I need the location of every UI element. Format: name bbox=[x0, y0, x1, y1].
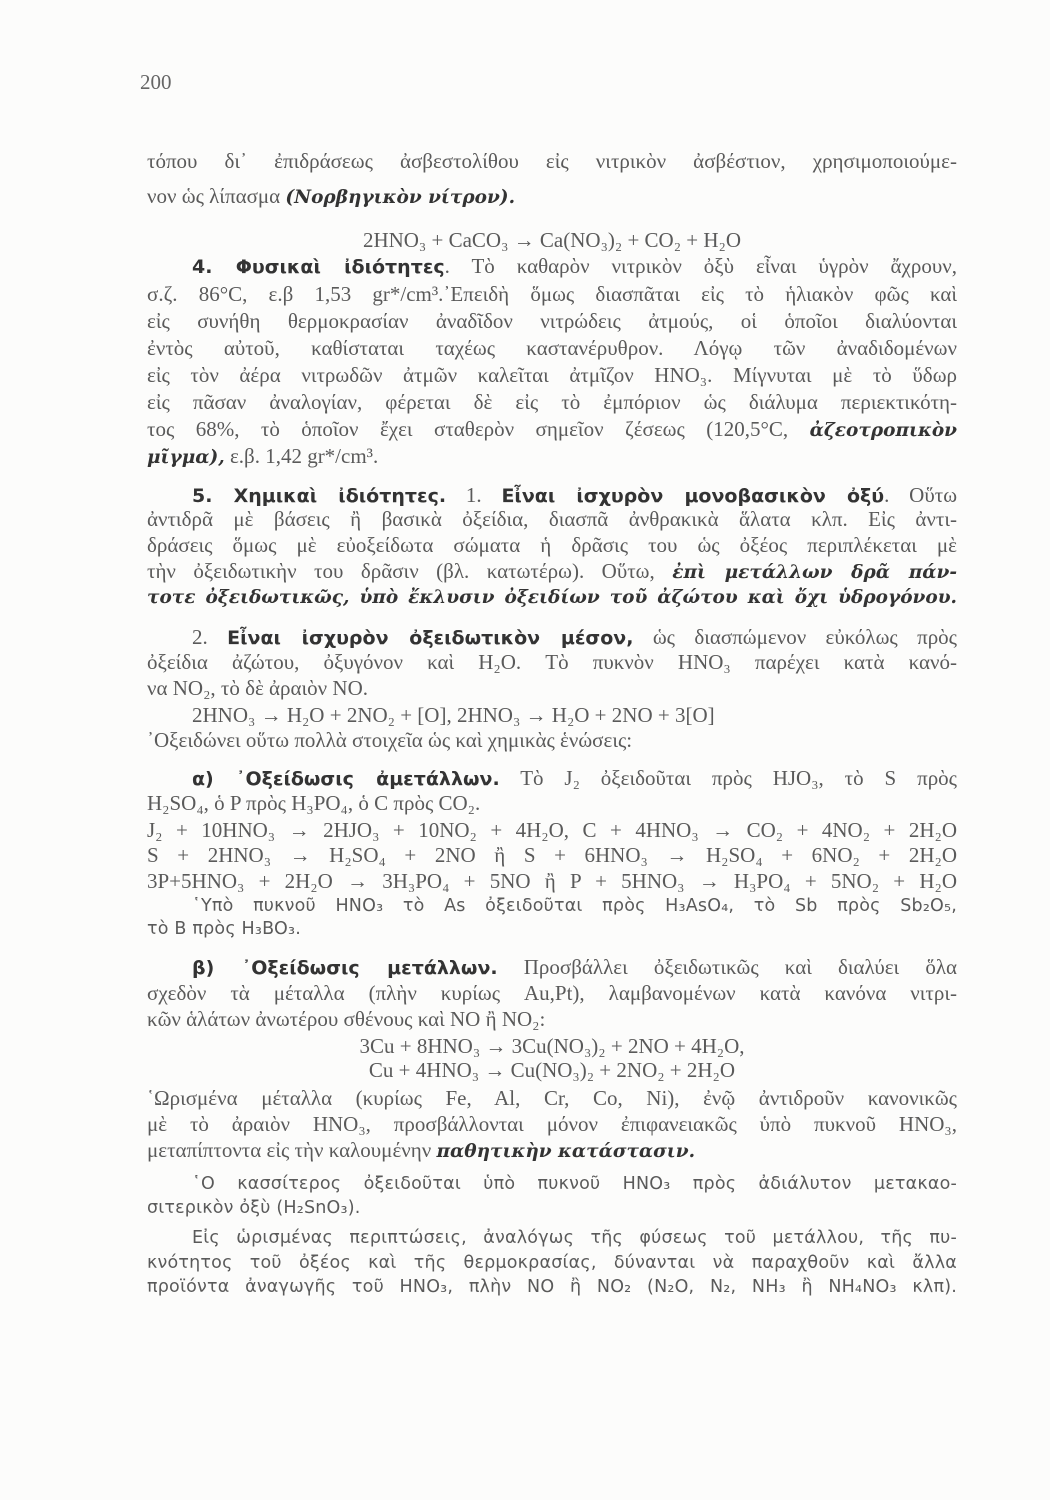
emphasized-text: μῖγμα), bbox=[147, 447, 225, 468]
emphasized-text: ἀζεοτροπικὸν bbox=[809, 420, 957, 441]
text-line bbox=[147, 308, 957, 334]
page-number: 200 bbox=[140, 70, 172, 94]
text-segment: σιτερικὸν ὀξὺ (H₂SnO₃). bbox=[147, 1198, 361, 1218]
text-segment: . Οὕτω bbox=[884, 483, 958, 507]
text-line bbox=[147, 443, 957, 469]
chemical-equation-line bbox=[147, 842, 957, 868]
text-line bbox=[147, 649, 957, 675]
text-segment: ἐντὸς αὐτοῦ, καθίσταται ταχέως καστανέρυθρον. Λόγῳ τῶν ἀναδιδομένων bbox=[147, 336, 957, 360]
text-line bbox=[147, 675, 957, 701]
text-segment: τος 68%, τὸ ὁποῖον ἔχει σταθερὸν σημεῖον ζέσεως (120,5°C, bbox=[147, 417, 810, 441]
text-segment: 2HNO₃ + CaCO₃ → Ca(NO₃)₂ + CO₂ + H₂O bbox=[362, 228, 742, 252]
text-segment: ῾Ωρισμένα μέταλλα (κυρίως Fe, Al, Cr, Co, Ni), ἐνῷ ἀντιδροῦν κανονικῶς bbox=[147, 1086, 957, 1110]
text-line bbox=[147, 727, 957, 753]
text-segment: τὸ B πρὸς H₃BO₃. bbox=[147, 919, 301, 939]
text-line bbox=[147, 335, 957, 361]
text-line bbox=[147, 916, 957, 942]
text-segment: S + 2HNO₃ → H₂SO₄ + 2NO ἢ S + 6HNO₃ → H₂SO₄ + 6NO₂ + 2H₂O bbox=[147, 843, 957, 867]
text-segment: εἰς πᾶσαν ἀναλογίαν, φέρεται δὲ εἰς τὸ ἐμπόριον ὡς διάλυμα περιεκτικότη- bbox=[147, 390, 957, 414]
text-line bbox=[147, 1250, 957, 1276]
text-segment: τὴν ὀξειδωτικὴν του δρᾶσιν (βλ. κατωτέρω). Οὕτω, bbox=[147, 559, 673, 583]
text-segment: 3Cu + 8HNO₃ → 3Cu(NO₃)₂ + 2NO + 4H₂O, bbox=[359, 1034, 745, 1058]
chemical-equation-line bbox=[147, 817, 957, 843]
text-segment: ῾Υπὸ πυκνοῦ HNO₃ τὸ As ὀξειδοῦται πρὸς H₃AsO₄, τὸ Sb πρὸς Sb₂O₅, bbox=[192, 896, 957, 916]
section-heading: 4. Φυσικαὶ ἰδιότητες bbox=[192, 256, 445, 278]
text-line bbox=[147, 1085, 957, 1111]
emphasized-text: ἐπὶ μετάλλων δρᾶ πάν- bbox=[672, 562, 957, 583]
chemical-equation-line bbox=[147, 1057, 957, 1083]
text-segment: 1. bbox=[446, 483, 502, 507]
text-line bbox=[147, 1195, 957, 1221]
text-segment: εἰς συνήθη θερμοκρασίαν ἀναδῖδον νιτρώδεις ἀτμούς, οἱ ὁποῖοι διαλύονται bbox=[147, 309, 957, 333]
emphasized-text: παθητικὴν κατάστασιν. bbox=[436, 1141, 696, 1162]
text-line bbox=[147, 954, 957, 980]
chemical-equation-line bbox=[147, 1033, 957, 1059]
text-line bbox=[147, 416, 957, 442]
text-segment: προϊόντα ἀναγωγῆς τοῦ HNO₃, πλὴν NO ἢ NO₂ (N₂O, N₂, NH₃ ἢ NH₄NO₃ κλπ). bbox=[147, 1277, 957, 1297]
text-line bbox=[147, 1111, 957, 1137]
text-segment: 2HNO₃ → H₂O + 2NO₂ + [O], 2HNO₃ → H₂O + 2NO + 3[O] bbox=[192, 703, 715, 727]
text-segment: ὀξείδια ἀζώτου, ὀξυγόνον καὶ H₂O. Τὸ πυκνὸν HNO₃ παρέχει κατὰ κανό- bbox=[147, 650, 957, 674]
emphasized-text: τοτε ὀξειδωτικῶς, ὑπὸ ἔκλυσιν ὀξειδίων τοῦ ἀζώτου καὶ ὄχι ὑδρογόνου. bbox=[147, 587, 957, 608]
text-line bbox=[147, 790, 957, 816]
text-segment: 3P+5HNO₃ + 2H₂O → 3H₃PO₄ + 5NO ἢ P + 5HNO₃ → H₃PO₄ + 5NO₂ + H₂O bbox=[147, 869, 957, 893]
text-line bbox=[147, 482, 957, 508]
text-line bbox=[147, 532, 957, 558]
text-line bbox=[147, 1171, 957, 1197]
text-segment: Προσβάλλει ὀξειδωτικῶς καὶ διαλύει ὅλα bbox=[497, 955, 958, 979]
text-line bbox=[147, 253, 957, 279]
text-line bbox=[147, 148, 957, 174]
text-line bbox=[147, 1137, 957, 1163]
text-segment: Cu + 4HNO₃ → Cu(NO₃)₂ + 2NO₂ + 2H₂O bbox=[368, 1058, 736, 1082]
text-segment: ἀντιδρᾶ μὲ βάσεις ἢ βασικὰ ὀξείδια, διασπᾶ ἀνθρακικὰ ἅλατα κλπ. Εἰς ἀντι- bbox=[147, 507, 957, 531]
text-line bbox=[147, 1225, 957, 1251]
section-heading: Εἶναι ἰσχυρὸν μονοβασικὸν ὀξύ bbox=[501, 485, 885, 507]
section-heading: Εἶναι ἰσχυρὸν ὀξειδωτικὸν μέσον, bbox=[227, 627, 634, 649]
text-line bbox=[147, 183, 957, 209]
text-line bbox=[147, 506, 957, 532]
text-line bbox=[147, 1006, 957, 1032]
text-segment: ῾Ο κασσίτερος ὀξειδοῦται ὑπὸ πυκνοῦ HNO₃ πρὸς ἀδιάλυτον μετακαο- bbox=[192, 1174, 957, 1194]
text-line bbox=[147, 389, 957, 415]
text-segment: Εἰς ὡρισμένας περιπτώσεις, ἀναλόγως τῆς φύσεως τοῦ μετάλλου, τῆς πυ- bbox=[192, 1228, 957, 1248]
text-line bbox=[147, 583, 957, 609]
text-segment: H₂SO₄, ὁ P πρὸς H₃PO₄, ὁ C πρὸς CO₂. bbox=[147, 791, 481, 815]
chemical-equation-line bbox=[147, 702, 957, 728]
text-segment: νον ὡς λίπασμα bbox=[147, 184, 286, 208]
text-line bbox=[147, 281, 957, 307]
section-heading: 5. Χημικαὶ ἰδιότητες. bbox=[192, 485, 447, 507]
text-segment: τόπου δι᾽ ἐπιδράσεως ἀσβεστολίθου εἰς νιτρικὸν ἀσβέστιον, χρησιμοποιούμε- bbox=[147, 149, 957, 173]
text-line bbox=[147, 558, 957, 584]
section-heading: α) ᾽Οξείδωσις ἀμετάλλων. bbox=[192, 768, 500, 790]
text-segment: δράσεις ὅμως μὲ εὐοξείδωτα σώματα ἡ δρᾶσις του ὡς ὀξέος περιπλέκεται μὲ bbox=[147, 533, 957, 557]
text-segment: J₂ + 10HNO₃ → 2HJO₃ + 10NO₂ + 4H₂O, C + 4HNO₃ → CO₂ + 4NO₂ + 2H₂O bbox=[147, 818, 957, 842]
text-segment: κῶν ἁλάτων ἀνωτέρου σθένους καὶ NO ἢ NO₂: bbox=[147, 1007, 546, 1031]
text-segment: 2. bbox=[192, 625, 228, 649]
text-line bbox=[147, 980, 957, 1006]
text-segment: σχεδὸν τὰ μέταλλα (πλὴν κυρίως Au,Pt), λαμβανομένων κατὰ κανόνα νιτρι- bbox=[147, 981, 957, 1005]
chemical-equation-line bbox=[147, 868, 957, 894]
text-segment: ᾽Οξειδώνει οὕτω πολλὰ στοιχεῖα ὡς καὶ χημικὰς ἑνώσεις: bbox=[147, 728, 633, 752]
text-segment: ε.β. 1,42 gr*/cm³. bbox=[224, 444, 379, 468]
text-segment: μὲ τὸ ἀραιὸν HNO₃, προσβάλλονται μόνον ἐπιφανειακῶς ὑπὸ πυκνοῦ HNO₃, bbox=[147, 1112, 957, 1136]
section-heading: β) ᾽Οξείδωσις μετάλλων. bbox=[192, 957, 498, 979]
text-segment: Τὸ J₂ ὀξειδοῦται πρὸς HJO₃, τὸ S πρὸς bbox=[499, 766, 957, 790]
text-segment: να NO₂, τὸ δὲ ἀραιὸν NO. bbox=[147, 676, 369, 700]
chemical-equation-line bbox=[147, 227, 957, 253]
text-line bbox=[147, 1274, 957, 1300]
text-segment: κνότητος τοῦ ὀξέος καὶ τῆς θερμοκρασίας, δύνανται νὰ παραχθοῦν καὶ ἄλλα bbox=[147, 1253, 957, 1273]
text-line bbox=[147, 362, 957, 388]
text-segment: σ.ζ. 86°C, ε.β 1,53 gr*/cm³.᾽Επειδὴ ὅμως διασπᾶται εἰς τὸ ἡλιακὸν φῶς καὶ bbox=[147, 282, 957, 306]
text-line bbox=[147, 765, 957, 791]
text-line bbox=[147, 624, 957, 650]
text-segment: μεταπίπτοντα εἰς τὴν καλουμένην bbox=[147, 1138, 437, 1162]
text-segment: ὡς διασπώμενον εὐκόλως πρὸς bbox=[633, 625, 957, 649]
text-segment: εἰς τὸν ἀέρα νιτρωδῶν ἀτμῶν καλεῖται ἀτμῖζον HNO₃. Μίγνυται μὲ τὸ ὕδωρ bbox=[147, 363, 957, 387]
emphasized-text: (Νορβηγικὸν νίτρον). bbox=[285, 187, 516, 208]
text-segment: . Τὸ καθαρὸν νιτρικὸν ὀξὺ εἶναι ὑγρὸν ἄχρουν, bbox=[444, 254, 957, 278]
